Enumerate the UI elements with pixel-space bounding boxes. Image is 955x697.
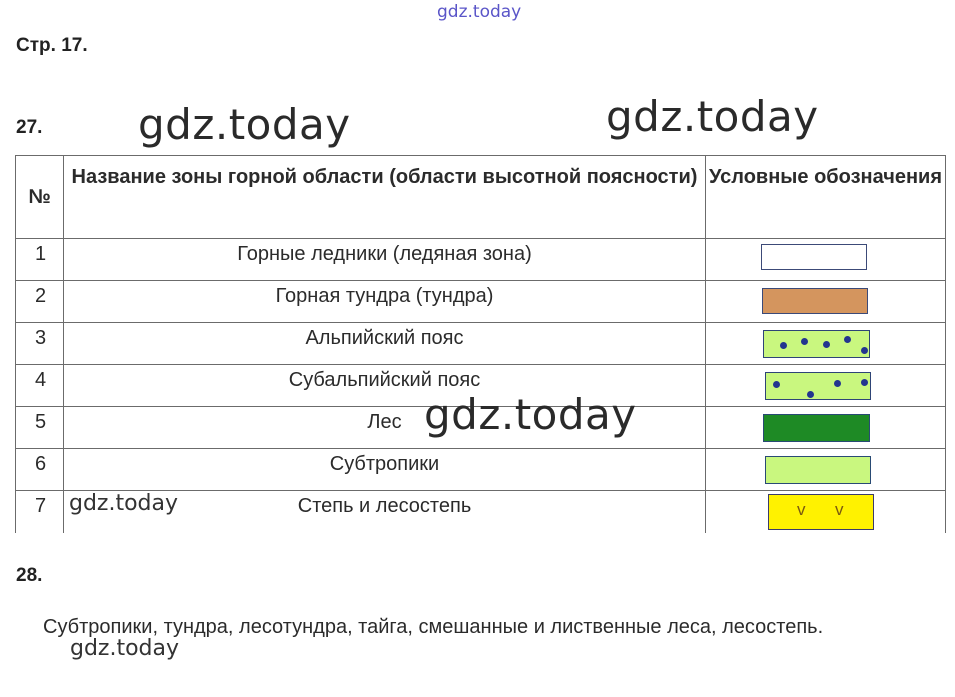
row-number: 5 bbox=[16, 407, 64, 449]
symbol-cell bbox=[706, 491, 946, 533]
zone-name: Степь и лесостепь bbox=[64, 491, 706, 533]
alpine-swatch bbox=[763, 330, 870, 358]
zone-name: Альпийский пояс bbox=[64, 323, 706, 365]
row-number: 6 bbox=[16, 449, 64, 491]
table-header-row bbox=[16, 156, 946, 239]
zone-name: Субтропики bbox=[64, 449, 706, 491]
header-zone-name: Название зоны горной области (области высотной поясности) bbox=[64, 156, 706, 239]
watermark: gdz.today bbox=[69, 491, 179, 516]
task-28-answer: Субтропики, тундра, лесотундра, тайга, смешанные и лиственные леса, лесостепь. bbox=[43, 616, 824, 638]
dot-icon bbox=[801, 338, 808, 345]
dot-icon bbox=[844, 336, 851, 343]
subalpine-swatch bbox=[765, 372, 871, 400]
zone-name: Субальпийский пояс bbox=[64, 365, 706, 407]
table-row bbox=[16, 323, 946, 365]
header-symbols: Условные обозначения bbox=[706, 156, 946, 239]
dot-icon bbox=[823, 341, 830, 348]
dot-icon bbox=[780, 342, 787, 349]
subtropics-swatch bbox=[765, 456, 871, 484]
watermark: gdz.today bbox=[424, 390, 637, 439]
zones-table bbox=[15, 155, 946, 533]
watermark: gdz.today bbox=[70, 636, 180, 661]
forest-swatch bbox=[763, 414, 870, 442]
symbol-cell bbox=[706, 407, 946, 449]
table-row bbox=[16, 449, 946, 491]
row-number: 4 bbox=[16, 365, 64, 407]
table-row bbox=[16, 281, 946, 323]
symbol-cell bbox=[706, 281, 946, 323]
watermark-top: gdz.today bbox=[437, 2, 522, 22]
watermark: gdz.today bbox=[138, 100, 351, 149]
watermark: gdz.today bbox=[606, 92, 819, 141]
header-number: № bbox=[16, 156, 64, 239]
dot-icon bbox=[861, 379, 868, 386]
steppe-swatch bbox=[768, 494, 874, 530]
row-number: 7 bbox=[16, 491, 64, 533]
task-27-number: 27. bbox=[16, 117, 43, 138]
dot-icon bbox=[834, 380, 841, 387]
symbol-cell bbox=[706, 365, 946, 407]
page-label: Стр. 17. bbox=[16, 35, 88, 56]
symbol-cell bbox=[706, 449, 946, 491]
zone-name: Горная тундра (тундра) bbox=[64, 281, 706, 323]
table-row bbox=[16, 239, 946, 281]
zone-name: Лес bbox=[64, 407, 706, 449]
row-number: 3 bbox=[16, 323, 64, 365]
dot-icon bbox=[773, 381, 780, 388]
v-mark-icon: v bbox=[835, 500, 844, 519]
dot-icon bbox=[861, 347, 868, 354]
row-number: 1 bbox=[16, 239, 64, 281]
zone-name: Горные ледники (ледяная зона) bbox=[64, 239, 706, 281]
v-mark-icon: v bbox=[797, 500, 806, 519]
task-28-number: 28. bbox=[16, 565, 43, 586]
symbol-cell bbox=[706, 239, 946, 281]
row-number: 2 bbox=[16, 281, 64, 323]
glacier-swatch bbox=[761, 244, 867, 270]
symbol-cell bbox=[706, 323, 946, 365]
dot-icon bbox=[807, 391, 814, 398]
tundra-swatch bbox=[762, 288, 868, 314]
